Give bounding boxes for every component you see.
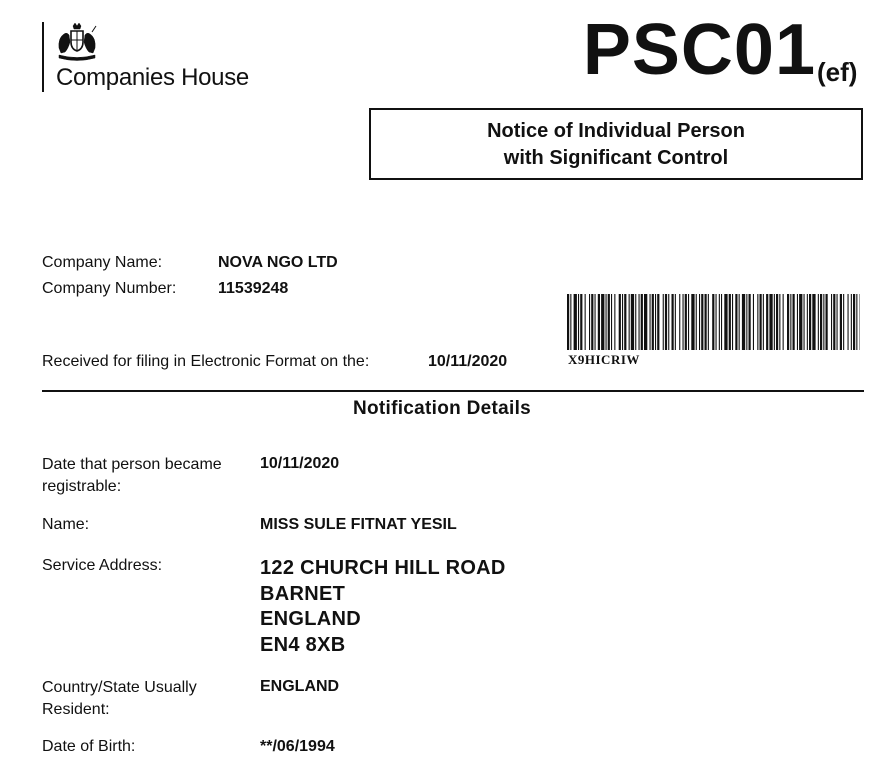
barcode-bar xyxy=(657,294,659,350)
royal-coat-of-arms-icon xyxy=(55,22,99,62)
barcode-bar xyxy=(760,294,762,350)
barcode-bar xyxy=(799,294,802,350)
barcode-bar xyxy=(749,294,751,350)
registrable-date-label: Date that person became registrable: xyxy=(42,456,222,495)
barcode-bar xyxy=(567,294,569,350)
address-line: BARNET xyxy=(260,582,346,605)
barcode-bar xyxy=(652,294,654,350)
barcode-bar xyxy=(843,294,844,350)
received-date-value: 10/11/2020 xyxy=(428,353,508,370)
barcode-bar xyxy=(820,294,822,350)
barcode-bar xyxy=(665,294,667,350)
company-name-label: Company Name: xyxy=(42,254,163,271)
form-title-box xyxy=(369,108,863,180)
barcode-bar xyxy=(812,294,815,350)
barcode-bar xyxy=(774,294,775,350)
barcode-bar xyxy=(712,294,714,350)
barcode-bar xyxy=(783,294,784,350)
barcode-bar xyxy=(837,294,838,350)
barcode-bar xyxy=(848,294,849,350)
barcode-bar xyxy=(631,294,634,350)
barcode-bar xyxy=(589,294,590,350)
barcode-bar xyxy=(608,294,610,350)
barcode-bar xyxy=(776,294,778,350)
barcode-bar xyxy=(790,294,791,350)
section-heading: Notification Details xyxy=(352,398,532,419)
barcode-bar xyxy=(724,294,727,350)
barcode-bar xyxy=(580,294,582,350)
person-name-value: MISS SULE FITNAT YESIL xyxy=(260,516,457,533)
company-number-label: Company Number: xyxy=(42,280,177,297)
form-title-line-1: Notice of Individual Person xyxy=(487,120,745,142)
address-line: EN4 8XB xyxy=(260,633,346,656)
date-of-birth-value: **/06/1994 xyxy=(260,738,335,755)
barcode-bar xyxy=(641,294,643,350)
barcode-bar xyxy=(856,294,857,350)
barcode-bar xyxy=(853,294,855,350)
barcode-bar xyxy=(672,294,674,350)
barcode-bar xyxy=(757,294,758,350)
barcode-bar xyxy=(732,294,733,350)
barcode-bar xyxy=(606,294,607,350)
address-line: ENGLAND xyxy=(260,608,361,630)
barcode-bar xyxy=(766,294,768,350)
section-divider xyxy=(42,390,864,392)
barcode-bar xyxy=(708,294,709,350)
received-label: Received for filing in Electronic Format on the: xyxy=(42,353,370,370)
service-address-value xyxy=(260,556,506,658)
barcode-bar xyxy=(570,294,571,350)
barcode-bar xyxy=(753,294,754,350)
barcode-bar xyxy=(679,294,680,350)
barcode-bar xyxy=(793,294,795,350)
barcode-bar xyxy=(585,294,586,350)
barcode-bar xyxy=(779,294,780,350)
barcode-bar xyxy=(739,294,740,350)
barcode-bar xyxy=(688,294,689,350)
barcode-bar xyxy=(769,294,772,350)
barcode-bar xyxy=(574,294,577,350)
barcode-image xyxy=(567,294,860,350)
barcode-bar xyxy=(675,294,676,350)
barcode-bar xyxy=(611,294,612,350)
barcode-bar xyxy=(655,294,656,350)
form-title-line-2: with Significant Control xyxy=(503,147,729,169)
barcode-bar xyxy=(807,294,808,350)
date-of-birth-label: Date of Birth: xyxy=(42,738,136,755)
barcode-bar xyxy=(591,294,593,350)
barcode-bar xyxy=(787,294,789,350)
barcode-bar xyxy=(595,294,596,350)
barcode-bar xyxy=(683,294,684,350)
barcode-bar xyxy=(746,294,747,350)
registrable-date-value: 10/11/2020 xyxy=(260,455,340,472)
barcode-bar xyxy=(826,294,828,350)
barcode-bar xyxy=(729,294,731,350)
form-code: PSC01 xyxy=(582,10,816,90)
barcode-bar xyxy=(635,294,636,350)
barcode-bar xyxy=(614,294,615,350)
barcode-bar xyxy=(721,294,722,350)
person-name-label: Name: xyxy=(42,516,90,533)
barcode-bar xyxy=(823,294,824,350)
barcode-bar xyxy=(833,294,835,350)
barcode-bar xyxy=(809,294,811,350)
organisation-name: Companies House xyxy=(56,64,249,91)
logo-divider xyxy=(42,22,44,92)
barcode-bar xyxy=(619,294,621,350)
barcode-bar xyxy=(804,294,805,350)
barcode-bar xyxy=(629,294,630,350)
barcode-bar xyxy=(701,294,703,350)
residence-value: ENGLAND xyxy=(260,678,340,695)
barcode-bar xyxy=(840,294,842,350)
barcode-bar xyxy=(598,294,600,350)
barcode-bar xyxy=(668,294,669,350)
barcode-bar xyxy=(650,294,651,350)
barcode-bar xyxy=(578,294,579,350)
barcode-bar xyxy=(735,294,737,350)
barcode-bar xyxy=(644,294,647,350)
barcode-bar xyxy=(831,294,832,350)
barcode-bar xyxy=(716,294,717,350)
barcode-bar xyxy=(797,294,798,350)
barcode-bar xyxy=(851,294,852,350)
barcode-bar xyxy=(663,294,664,350)
barcode-bar xyxy=(624,294,626,350)
address-line: 122 CHURCH HILL ROAD xyxy=(260,557,506,579)
barcode-bar xyxy=(696,294,697,350)
barcode-bar xyxy=(685,294,687,350)
barcode-bar xyxy=(639,294,640,350)
service-address-label: Service Address: xyxy=(42,557,163,574)
barcode-bar xyxy=(691,294,694,350)
barcode-bar xyxy=(601,294,604,350)
barcode-bar xyxy=(622,294,623,350)
company-number-value: 11539248 xyxy=(218,280,289,297)
barcode-bar xyxy=(705,294,707,350)
residence-label: Country/State Usually Resident: xyxy=(42,679,197,718)
company-name-value: NOVA NGO LTD xyxy=(218,254,338,271)
barcode-text: X9HICRIW xyxy=(568,352,640,367)
barcode-bar xyxy=(719,294,720,350)
barcode-bar xyxy=(818,294,819,350)
barcode-bar xyxy=(699,294,700,350)
barcode-bar xyxy=(763,294,764,350)
form-suffix: (ef) xyxy=(817,57,858,87)
barcode-bar xyxy=(742,294,745,350)
